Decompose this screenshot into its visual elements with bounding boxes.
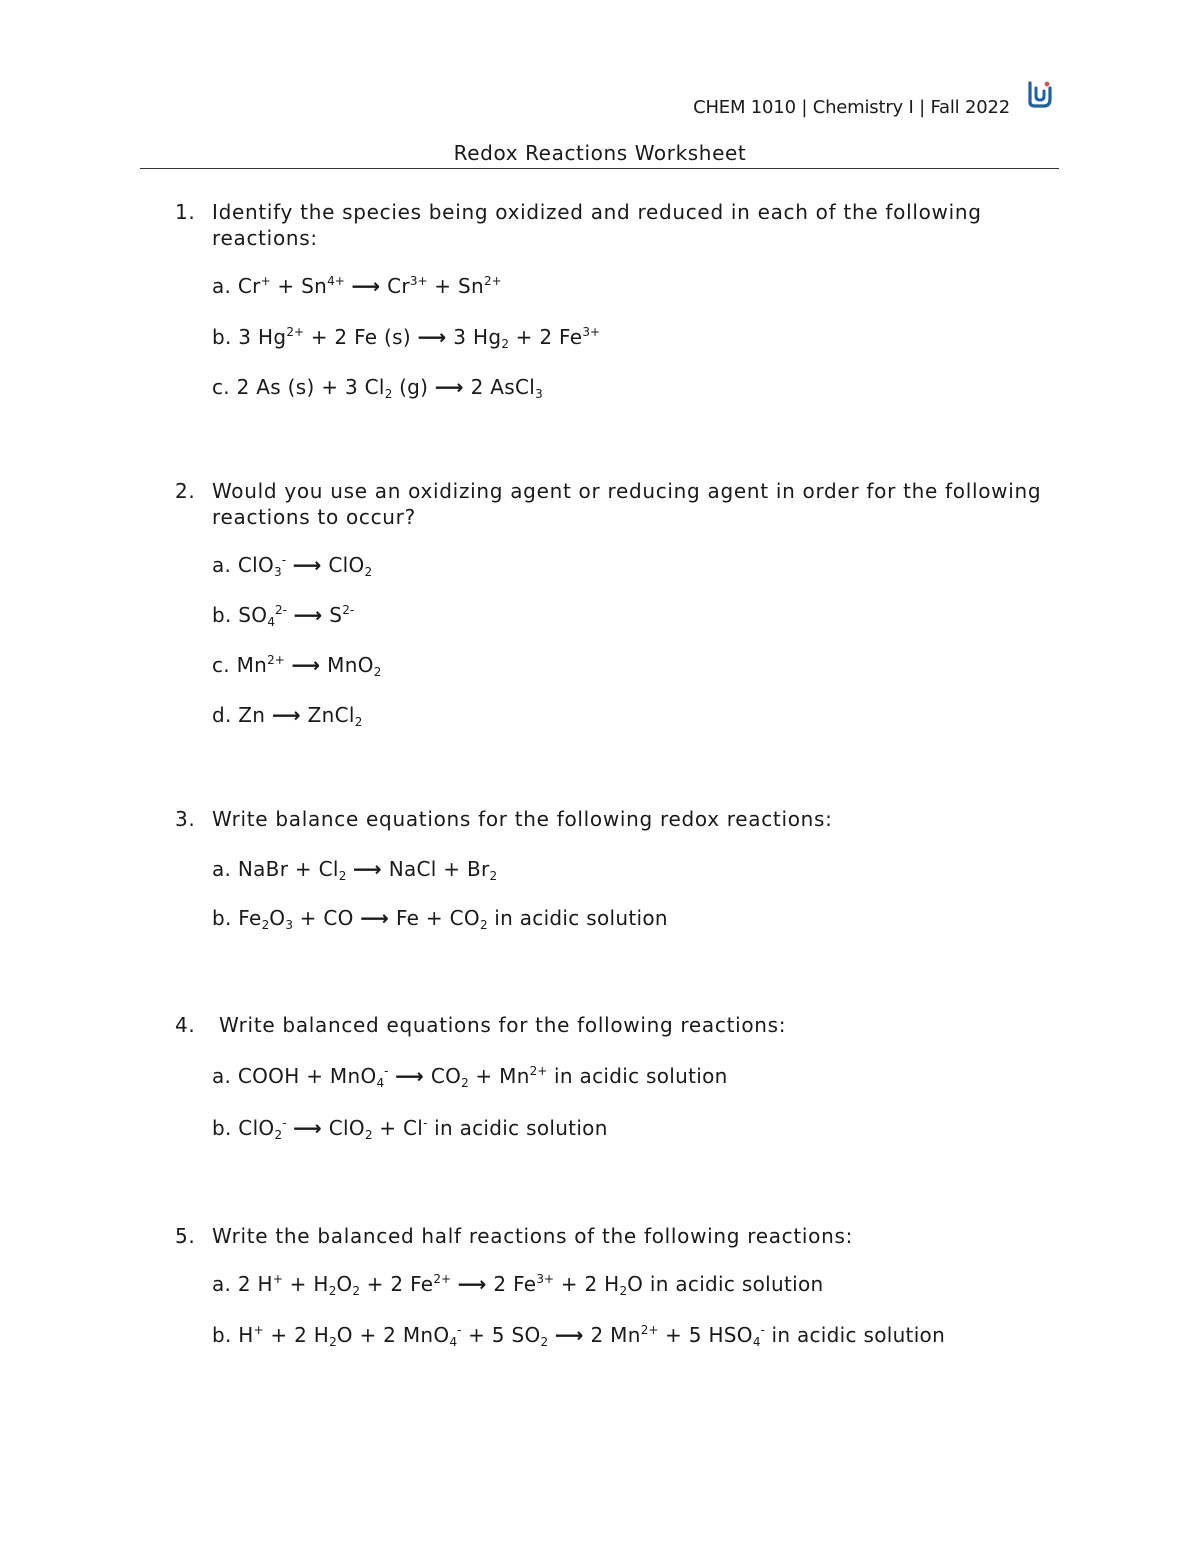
question-number: 2. — [175, 479, 196, 503]
question-text: Write the balanced half reactions of the following reactions: — [212, 1224, 854, 1248]
question-text: Identify the species being oxidized and reduced in each of the following reactions: — [212, 200, 982, 250]
equation-3a: a. NaBr + $Cl_2$ ⟶ NaCl + $Br_2$ — [212, 857, 498, 883]
question-number: 4. — [175, 1013, 196, 1037]
question-1 — [175, 199, 1055, 251]
question-number: 5. — [175, 1224, 196, 1248]
course-header: CHEM 1010 | Chemistry I | Fall 2022 — [693, 97, 1010, 118]
question-3 — [175, 806, 1055, 832]
equation-1a: a. $Cr^+ + Sn^{4+}$ ⟶ $Cr^{3+} + Sn^{2+}$ — [212, 274, 502, 298]
question-4 — [175, 1012, 1055, 1038]
equation-4b: b. ClO$_2$- ⟶ ClO$_2$ + Cl- in acidic solution — [212, 1116, 608, 1142]
question-number: 1. — [175, 200, 196, 224]
equation-2d: d. Zn ⟶ ZnCl$_2$ — [212, 703, 363, 729]
worksheet-title: Redox Reactions Worksheet — [453, 141, 747, 165]
question-5 — [175, 1223, 1055, 1249]
equation-2a: a. ClO$_3$- ⟶ ClO$_2$ — [212, 553, 373, 579]
equation-3b: b. $Fe_2O_3$ + CO ⟶ $Fe + CO_2$ in acidic solution — [212, 906, 668, 932]
equation-5b: b. H+ + 2 $H_2O + 2$ MnO$_4$- + 5 $SO_2$ ⟶ 2 $Mn^{2+} + 5$ $HSO_4^-$ in acidic solution — [212, 1323, 946, 1349]
equation-5a: a. 2 $H^+ + H_2O_2 + 2$ $Fe^{2+}$ ⟶ 2 $Fe^{3+} + 2$ $H_2O$ in acidic solution — [212, 1272, 824, 1298]
equation-2b: b. $SO_4^{2-}$ ⟶ $S^{2-}$ — [212, 603, 355, 629]
university-logo-icon — [1027, 80, 1053, 108]
question-text: Write balanced equations for the following reactions: — [212, 1013, 787, 1037]
question-2 — [175, 478, 1055, 530]
equation-2c: c. $Mn^{2+}$ ⟶ MnO$_2$ — [212, 653, 382, 679]
equation-1c: c. 2 As (s) + 3 $Cl_2$ (g) ⟶ 2 AsCl$_3$ — [212, 375, 543, 401]
question-text: Would you use an oxidizing agent or reducing agent in order for the following reactions to occur? — [212, 479, 1042, 529]
equation-4a: a. COOH + MnO$_4$- ⟶ $CO_2 + Mn^{2+}$ in acidic solution — [212, 1064, 728, 1090]
title-divider — [140, 168, 1059, 169]
question-text: Write balance equations for the following redox reactions: — [212, 807, 833, 831]
question-number: 3. — [175, 807, 196, 831]
equation-1b: b. 3 $Hg^{2+} + 2$ Fe (s) ⟶ 3 $Hg_2 + 2$ $Fe^{3+}$ — [212, 325, 601, 351]
